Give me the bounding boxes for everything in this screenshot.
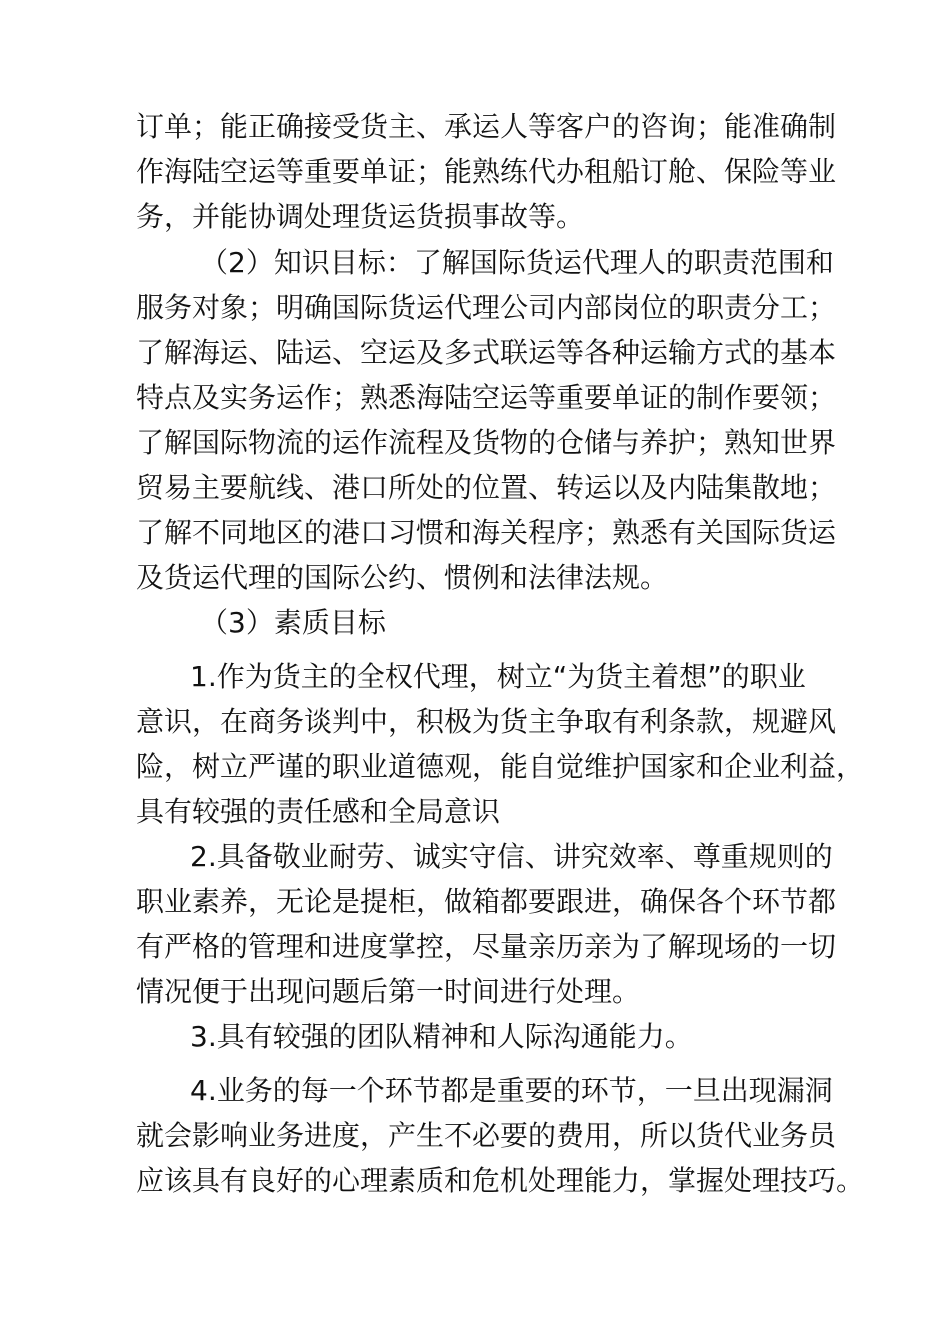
text-line: 务，并能协调处理货运货损事故等。 — [136, 200, 585, 233]
paragraph-skill-goals-continued — [136, 104, 856, 239]
text-line: 4.业务的每一个环节都是重要的环节，一旦出现漏洞 — [190, 1074, 833, 1107]
text-line: 了解海运、陆运、空运及多式联运等各种运输方式的基本 — [136, 336, 837, 369]
text-line: （2）知识目标：了解国际货运代理人的职责范围和 — [200, 246, 834, 279]
text-line: 应该具有良好的心理素质和危机处理能力，掌握处理技巧。 — [136, 1164, 865, 1197]
heading-quality-goals — [136, 600, 856, 645]
text-line: 特点及实务运作；熟悉海陆空运等重要单证的制作要领； — [136, 381, 837, 414]
paragraph-quality-item-4 — [136, 1068, 865, 1203]
text-line: 订单；能正确接受货主、承运人等客户的咨询；能准确制 — [136, 110, 837, 143]
text-line: 情况便于出现问题后第一时间进行处理。 — [136, 975, 641, 1008]
text-line: 险，树立严谨的职业道德观，能自觉维护国家和企业利益， — [136, 750, 865, 783]
text-line: 意识，在商务谈判中，积极为货主争取有利条款，规避风 — [136, 705, 837, 738]
text-line: 有严格的管理和进度掌控，尽量亲历亲为了解现场的一切 — [136, 930, 837, 963]
paragraph-quality-item-2 — [136, 834, 856, 1014]
paragraph-knowledge-goals — [136, 240, 856, 600]
paragraph-quality-item-1 — [136, 654, 865, 834]
text-line: 3.具有较强的团队精神和人际沟通能力。 — [190, 1020, 693, 1053]
text-line: 了解不同地区的港口习惯和海关程序；熟悉有关国际货运 — [136, 516, 837, 549]
text-line: 服务对象；明确国际货运代理公司内部岗位的职责分工； — [136, 291, 837, 324]
text-line: 作海陆空运等重要单证；能熟练代办租船订舱、保险等业 — [136, 155, 837, 188]
text-line: 1.作为货主的全权代理，树立“为货主着想”的职业 — [190, 660, 806, 693]
section-heading: （3）素质目标 — [200, 606, 386, 639]
text-line: 2.具备敬业耐劳、诚实守信、讲究效率、尊重规则的 — [190, 840, 833, 873]
text-line: 贸易主要航线、港口所处的位置、转运以及内陆集散地； — [136, 471, 837, 504]
text-line: 就会影响业务进度，产生不必要的费用，所以货代业务员 — [136, 1119, 837, 1152]
text-line: 职业素养，无论是提柜，做箱都要跟进，确保各个环节都 — [136, 885, 837, 918]
text-line: 及货运代理的国际公约、惯例和法律法规。 — [136, 561, 669, 594]
text-line: 了解国际物流的运作流程及货物的仓储与养护；熟知世界 — [136, 426, 837, 459]
paragraph-quality-item-3 — [136, 1014, 856, 1059]
text-line: 具有较强的责任感和全局意识 — [136, 795, 501, 828]
